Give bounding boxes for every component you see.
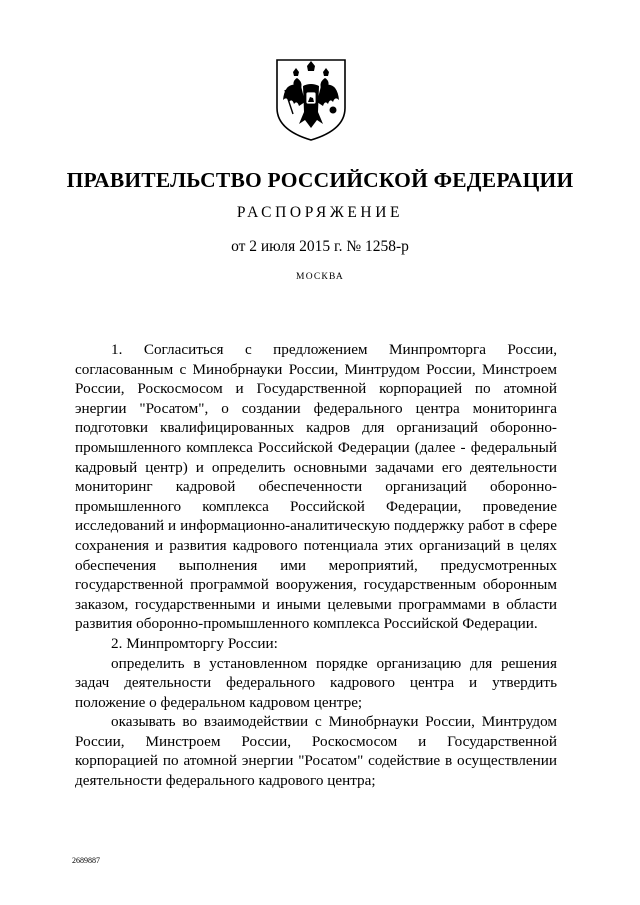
- document-city: МОСКВА: [296, 272, 344, 282]
- document-date-number: от 2 июля 2015 г. № 1258-р: [231, 238, 409, 255]
- paragraph: 1. Согласиться с предложением Минпромторга России, согласованным с Минобрнауки России, Минтрудом России, Минстроем России, Роскосмосом и Государственной корпорацией по атомной энергии "Росатом", о создании федерального центра мониторинга подготовки квалифицированных кадров для организаций оборонно-промышленного комплекса Российской Федерации (далее - федеральный кадровый центр) и определить основными задачами его деятельности мониторинг кадровой обеспеченности организаций оборонно-промышленного комплекса Российской Федерации, проведение исследований и информационно-аналитическую поддержку работ в сфере сохранения и развития кадрового потенциала этих организаций в целях обеспечения выполнения ими мероприятий, предусмотренных государственной программой вооружения, государственным оборонным заказом, государственными и иными целевыми программами в области развития оборонно-промышленного комплекса Российской Федерации.: [75, 341, 557, 633]
- paragraph: оказывать во взаимодействии с Минобрнауки России, Минтрудом России, Минстроем России, Роскосмосом и Государственной корпорацией по атомной энергии "Росатом" содействие в осуществлении деятельности федерального кадрового центра;: [75, 713, 557, 790]
- document-type: РАСПОРЯЖЕНИЕ: [236, 204, 404, 221]
- document-id: 2689887: [72, 856, 100, 865]
- paragraph: определить в установленном порядке организацию для решения задач деятельности федерального кадрового центра и утвердить положение о федеральном кадровом центре;: [75, 654, 557, 711]
- paragraph: 2. Минпромторгу России:: [111, 634, 278, 652]
- government-title: ПРАВИТЕЛЬСТВО РОССИЙСКОЙ ФЕДЕРАЦИИ: [66, 168, 574, 192]
- document-body: [75, 340, 557, 791]
- russian-eagle-emblem-icon: [271, 56, 351, 142]
